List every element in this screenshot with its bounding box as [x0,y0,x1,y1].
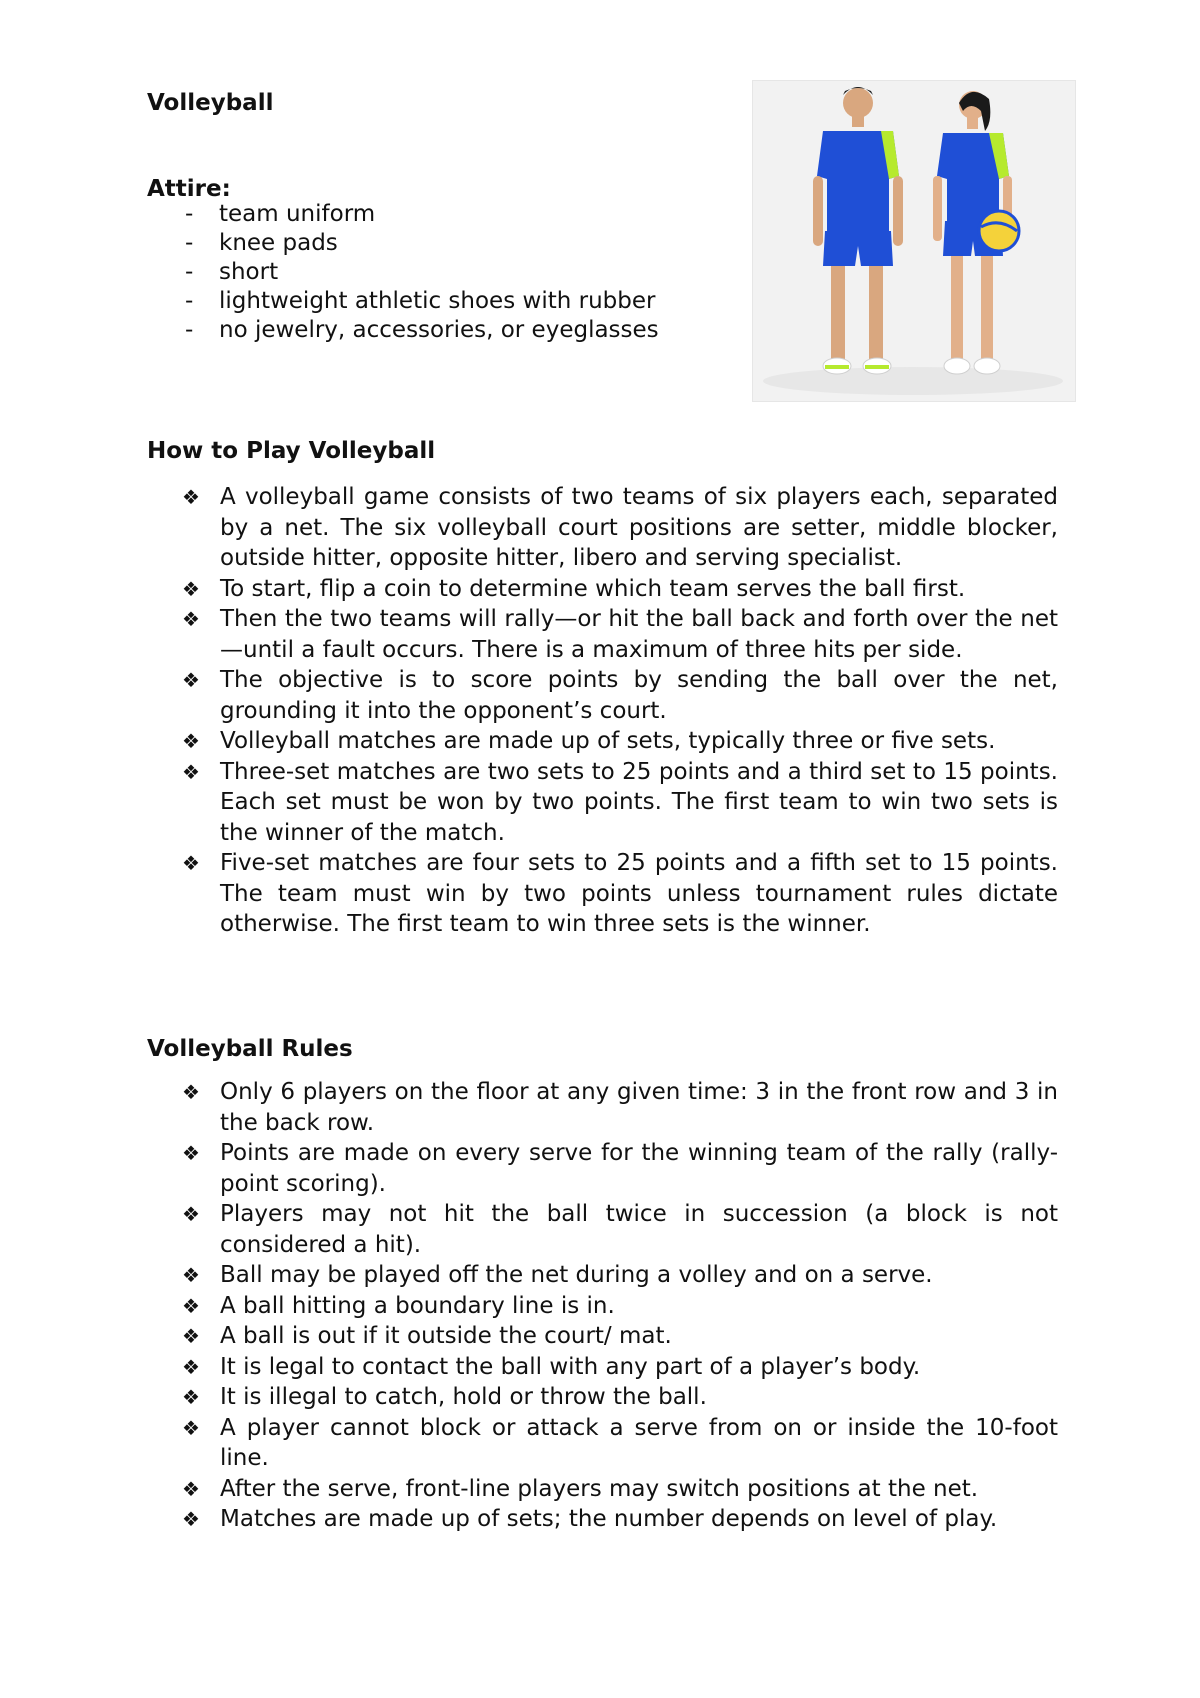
dash-bullet: - [185,317,194,343]
list-item [178,1291,1058,1322]
rules-list [178,1077,1058,1535]
list-item-text: A ball hitting a boundary line is in. [220,1292,615,1319]
diamond-bullet-icon: ❖ [182,759,200,784]
list-item [185,316,705,345]
diamond-bullet-icon: ❖ [182,1507,200,1531]
attire-heading: Attire: [147,176,231,202]
attire-item-text: team uniform [219,201,376,227]
list-item [178,574,1058,605]
diamond-bullet-icon: ❖ [182,1415,200,1440]
list-item [178,604,1058,665]
list-item-text: Three-set matches are two sets to 25 points and a third set to 15 points. Each set must be won by two points. The first team to win two sets is the winner of the match. [220,758,1058,846]
list-item [185,229,705,258]
list-item [178,1504,1058,1535]
dash-bullet: - [185,259,194,285]
rules-heading: Volleyball Rules [147,1036,353,1062]
list-item [178,1199,1058,1260]
list-item-text: Ball may be played off the net during a volley and on a serve. [220,1262,933,1288]
how-to-play-heading: How to Play Volleyball [147,438,436,464]
list-item-text: A ball is out if it outside the court/ mat. [220,1323,672,1349]
document-title: Volleyball [147,90,274,116]
diamond-bullet-icon: ❖ [182,1202,200,1226]
attire-item-text: knee pads [219,230,338,256]
diamond-bullet-icon: ❖ [182,607,200,631]
attire-list [185,200,705,345]
diamond-bullet-icon: ❖ [182,576,200,601]
how-to-play-list [178,482,1058,940]
diamond-bullet-icon: ❖ [182,1080,200,1104]
list-item [178,1321,1058,1352]
list-item [178,726,1058,757]
dash-bullet: - [185,201,194,227]
list-item [178,1413,1058,1474]
list-item [178,848,1058,940]
attire-item-text: lightweight athletic shoes with rubber [219,288,656,314]
diamond-bullet-icon: ❖ [182,1354,200,1379]
list-item-text: Then the two teams will rally—or hit the ball back and forth over the net—until a fault occurs. There is a maximum of three hits per side. [220,606,1058,663]
dash-bullet: - [185,230,194,256]
list-item [178,665,1058,726]
volleyball-uniform-photo [752,80,1076,402]
list-item-text: Volleyball matches are made up of sets, typically three or five sets. [220,728,996,754]
list-item-text: Matches are made up of sets; the number depends on level of play. [220,1506,998,1532]
diamond-bullet-icon: ❖ [182,729,200,753]
diamond-bullet-icon: ❖ [182,851,200,875]
list-item [185,287,705,316]
diamond-bullet-icon: ❖ [182,1385,200,1409]
diamond-bullet-icon: ❖ [182,1476,200,1501]
list-item [178,1474,1058,1505]
list-item-text: Five-set matches are four sets to 25 points and a fifth set to 15 points. The team must win by two points unless tournament rules dictate otherwise. The first team to win three sets is the winner. [220,850,1058,937]
list-item-text: A player cannot block or attack a serve from on or inside the 10-foot line. [220,1414,1058,1471]
list-item [178,482,1058,574]
list-item-text: It is illegal to catch, hold or throw the ball. [220,1384,707,1410]
list-item [185,258,705,287]
list-item-text: After the serve, front-line players may switch positions at the net. [220,1475,979,1502]
list-item [178,757,1058,849]
list-item-text: Points are made on every serve for the winning team of the rally (rally-point scoring). [220,1140,1058,1197]
attire-item-text: short [219,259,279,285]
list-item [185,200,705,229]
list-item-text: A volleyball game consists of two teams of six players each, separated by a net. The six volleyball court positions are setter, middle blocker, outside hitter, opposite hitter, libero and serving specialist. [220,484,1058,571]
players-illustration [753,81,1075,401]
list-item-text: To start, flip a coin to determine which team serves the ball first. [220,575,966,602]
list-item [178,1382,1058,1413]
attire-item-text: no jewelry, accessories, or eyeglasses [219,317,659,343]
list-item [178,1138,1058,1199]
diamond-bullet-icon: ❖ [182,1324,200,1348]
diamond-bullet-icon: ❖ [182,668,200,692]
list-item [178,1352,1058,1383]
list-item [178,1260,1058,1291]
diamond-bullet-icon: ❖ [182,1263,200,1287]
list-item [178,1077,1058,1138]
dash-bullet: - [185,288,194,314]
list-item-text: The objective is to score points by sending the ball over the net, grounding it into the opponent’s court. [220,667,1058,724]
diamond-bullet-icon: ❖ [182,485,200,509]
list-item-text: Only 6 players on the floor at any given time: 3 in the front row and 3 in the back row. [220,1079,1058,1136]
diamond-bullet-icon: ❖ [182,1293,200,1318]
list-item-text: Players may not hit the ball twice in succession (a block is not considered a hit). [220,1201,1058,1258]
list-item-text: It is legal to contact the ball with any part of a player’s body. [220,1353,921,1380]
diamond-bullet-icon: ❖ [182,1141,200,1165]
volleyball-icon [979,211,1019,251]
